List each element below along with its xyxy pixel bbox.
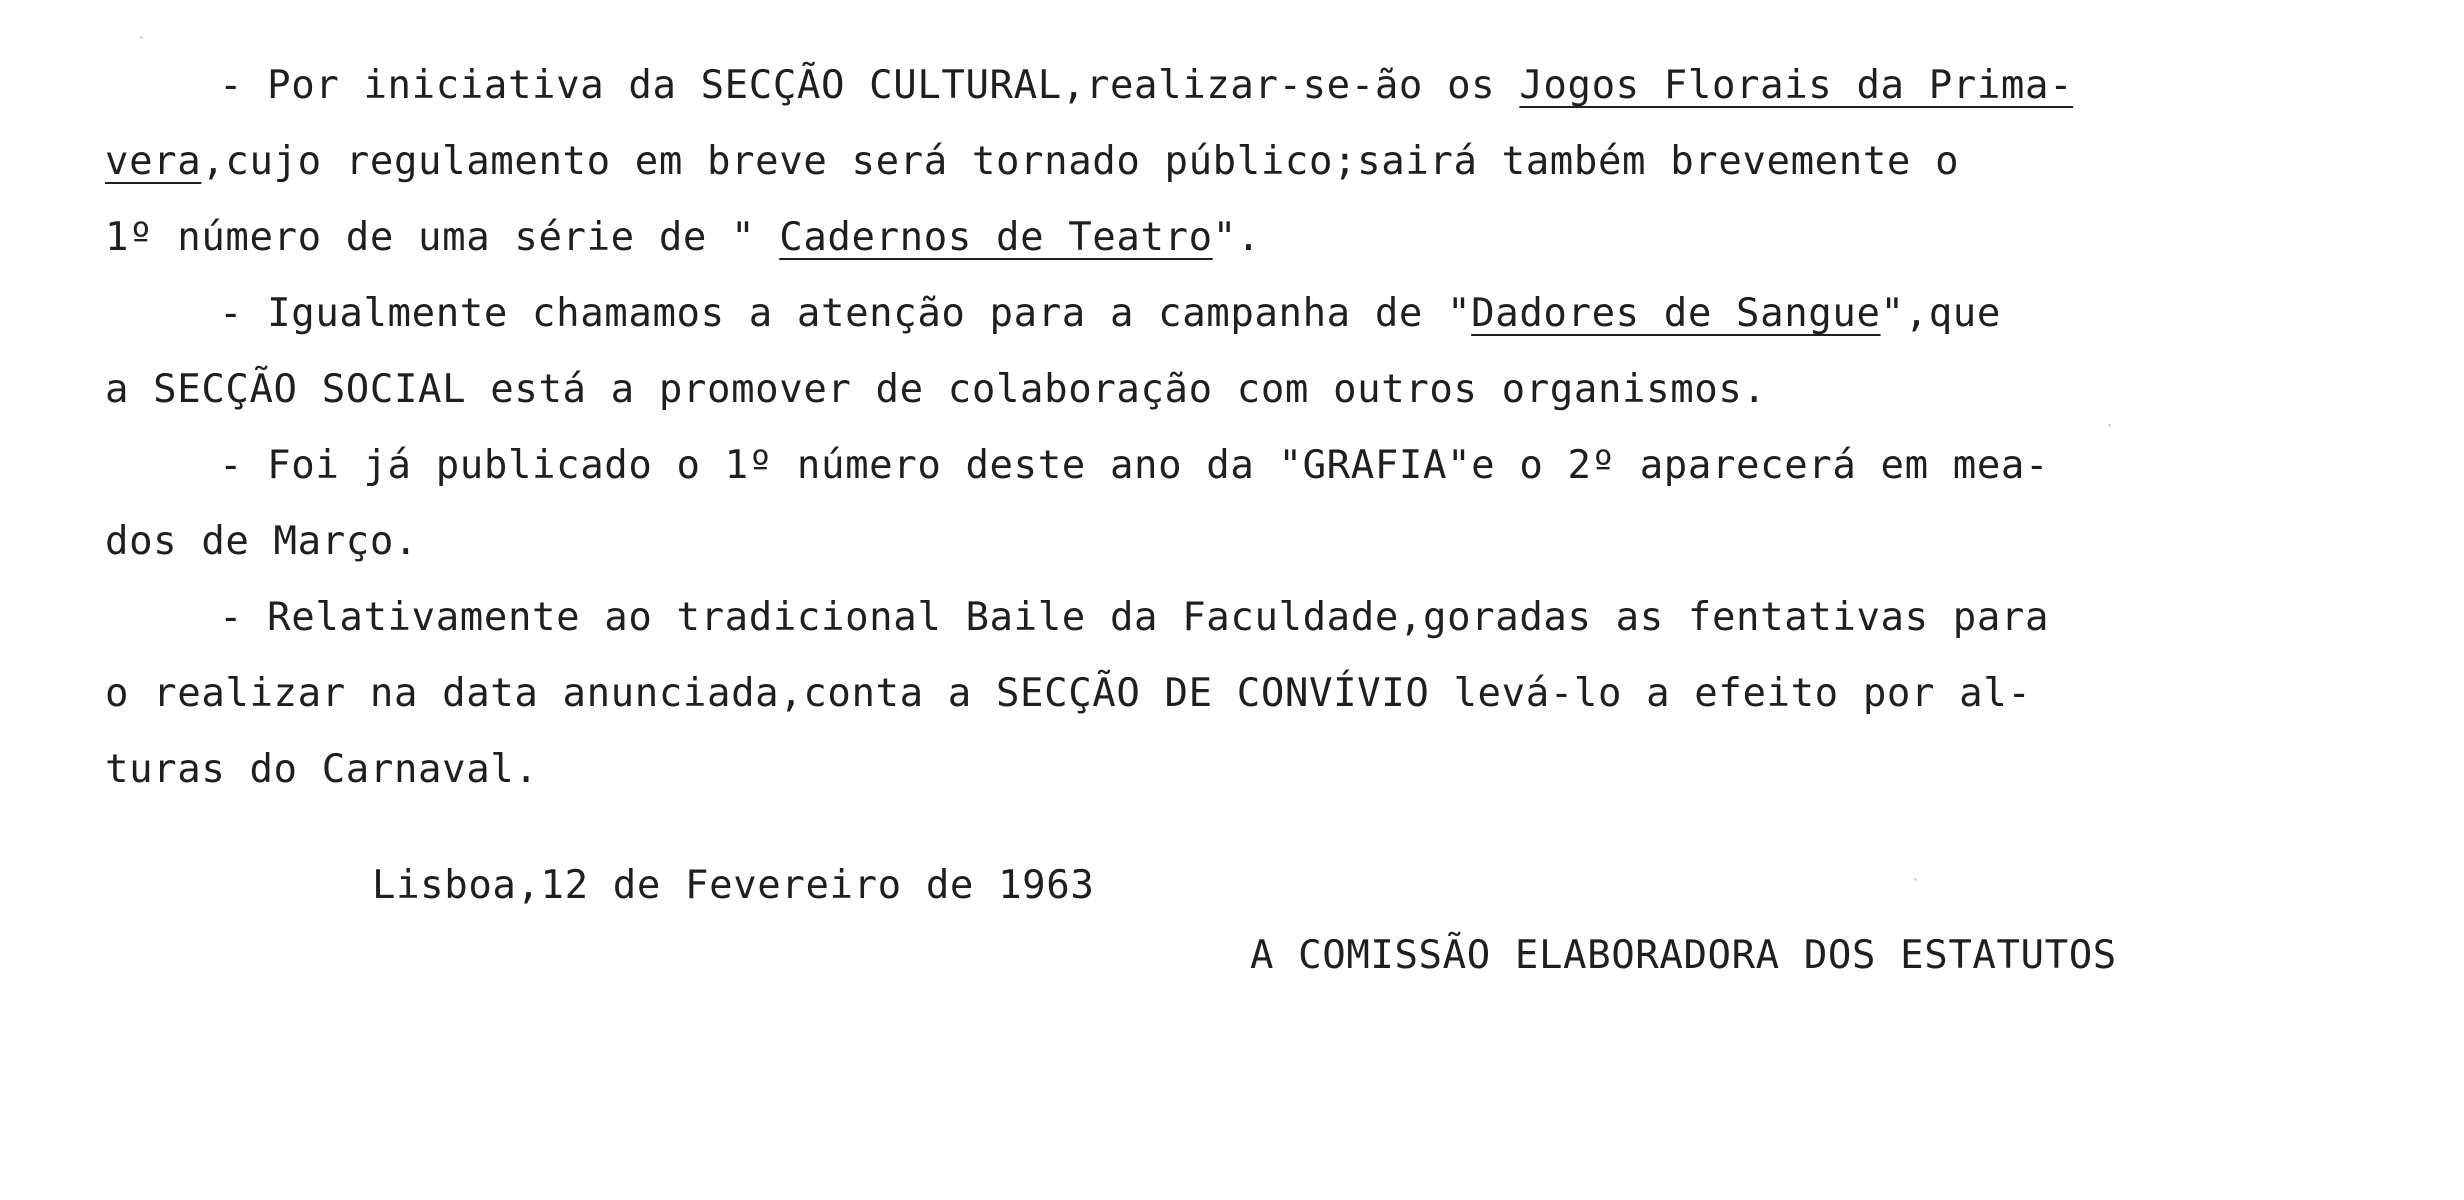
paper-speck <box>1914 878 1917 881</box>
paragraph-1-line-2 <box>105 124 2365 200</box>
paragraph-1-line-3 <box>105 200 2365 276</box>
paragraph-1-text: 1º número de uma série de <box>105 215 732 260</box>
paragraph-3-line-2 <box>105 504 2365 580</box>
paragraph-4-text: o realizar na data anunciada,conta a SECÇÃO DE CONVÍVIO levá-lo a efeito por al- <box>105 671 2032 716</box>
paragraph-2-text: ",que <box>1880 291 2001 336</box>
signature-block: A COMISSÃO ELABORADORA DOS ESTATUTOS <box>1250 933 2117 978</box>
paragraph-2-line-1 <box>105 276 2365 352</box>
paragraph-1-line-1 <box>105 48 2365 124</box>
paragraph-3-text: - Foi já publicado o 1º número deste ano da "GRAFIA"e o 2º aparecerá em mea- <box>219 443 2050 488</box>
paragraph-1-text: " <box>731 215 780 260</box>
paragraph-1-text: ,cujo regulamento em breve será tornado público;sairá também brevemente o <box>201 139 1960 184</box>
paper-speck <box>2108 424 2111 427</box>
paper-speck <box>140 36 143 39</box>
paragraph-3-text: dos de Março. <box>105 519 419 564</box>
paragraph-4-text: - Relativamente ao tradicional Baile da Faculdade,goradas as fentativas para <box>219 595 2050 640</box>
paragraph-4-line-3 <box>105 732 2365 808</box>
cadernos-de-teatro-underlined-title: Cadernos de Teatro <box>779 215 1213 260</box>
paragraph-4-line-2 <box>105 656 2365 732</box>
paragraph-4-line-1 <box>105 580 2365 656</box>
paragraph-1-text: ". <box>1212 215 1261 260</box>
jogos-florais-underlined-title-continued: vera <box>105 139 202 184</box>
paragraph-2-line-2 <box>105 352 2365 428</box>
place-and-date: Lisboa,12 de Fevereiro de 1963 <box>372 863 1095 908</box>
jogos-florais-underlined-title: Jogos Florais da Prima- <box>1519 63 2074 108</box>
paragraph-1-text: - Por iniciativa da SECÇÃO CULTURAL,realizar-se-ão os <box>219 63 1520 108</box>
paragraph-2-text: - Igualmente chamamos a atenção para a campanha de " <box>219 291 1472 336</box>
paragraph-4-text: turas do Carnaval. <box>105 747 539 792</box>
dadores-de-sangue-underlined-title: Dadores de Sangue <box>1471 291 1881 336</box>
paragraph-2-text: a SECÇÃO SOCIAL está a promover de colaboração com outros organismos. <box>105 367 1767 412</box>
paragraph-3-line-1 <box>105 428 2365 504</box>
document-body <box>105 48 2365 808</box>
